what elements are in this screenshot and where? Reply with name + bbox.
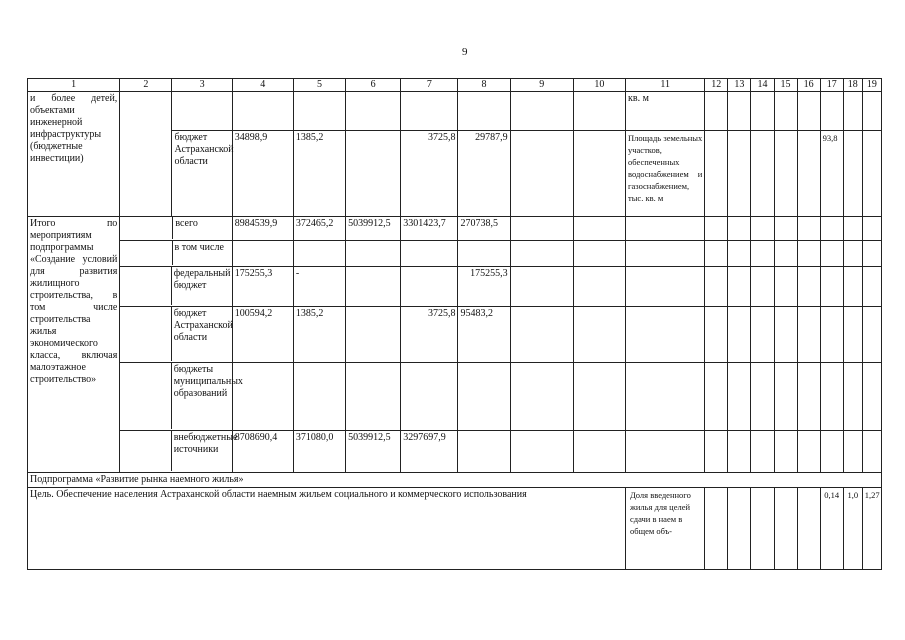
- col-number: 13: [728, 79, 751, 92]
- value-cell: 1385,2: [293, 307, 345, 363]
- indicator-cell: кв. м: [626, 92, 705, 131]
- col-number: 19: [862, 79, 881, 92]
- col-number: 15: [774, 79, 797, 92]
- funding-source-cell: в том числе: [174, 242, 224, 253]
- value-cell: 270738,5: [458, 217, 510, 241]
- value-cell: 8708690,4: [232, 431, 293, 473]
- value-cell: 100594,2: [232, 307, 293, 363]
- value-cell: 1,0: [843, 488, 862, 570]
- value-cell: 95483,2: [458, 307, 510, 363]
- subprogram-title: Подпрограмма «Развитие рынка наемного жилья»: [28, 473, 882, 488]
- table-row: [28, 241, 882, 267]
- indicator-cell: Доля введенного жилья для целей сдачи в наем в общем объ-: [626, 488, 705, 570]
- value-cell: -: [293, 267, 345, 307]
- total-label-cell: Итого по мероприятиям подпрограммы «Создание условий для развития жилищного строительства, в том числе строительства жилья экономического класса, включая малоэтажное строительство»: [28, 217, 120, 473]
- funding-source-cell: всего: [175, 218, 198, 229]
- col-number: 4: [232, 79, 293, 92]
- table-row: [28, 307, 882, 363]
- table-row: [28, 92, 882, 131]
- value-cell: 3301423,7: [401, 217, 458, 241]
- value-cell: 34898,9: [232, 131, 293, 217]
- value-cell: 3297697,9: [401, 431, 458, 473]
- col-number: 2: [120, 79, 172, 92]
- value-cell: 1385,2: [293, 131, 345, 217]
- value-cell: 93,8: [820, 131, 843, 217]
- col-number: 3: [172, 79, 232, 92]
- col-number: 7: [401, 79, 458, 92]
- col-number: 14: [751, 79, 774, 92]
- col-number: 8: [458, 79, 510, 92]
- table-row: [28, 488, 882, 570]
- col-number: 18: [843, 79, 862, 92]
- program-table: [27, 78, 882, 570]
- value-cell: 372465,2: [293, 217, 345, 241]
- col-number: 11: [626, 79, 705, 92]
- col-number: 16: [797, 79, 820, 92]
- funding-source-cell: бюджет Астраханской области: [173, 308, 233, 343]
- funding-source-cell: бюджеты муниципальных образований: [173, 364, 243, 399]
- page-number: 9: [462, 46, 468, 58]
- value-cell: 175255,3: [232, 267, 293, 307]
- col-number: 17: [820, 79, 843, 92]
- value-cell: 371080,0: [293, 431, 345, 473]
- col-number: 6: [346, 79, 401, 92]
- goal-cell: Цель. Обеспечение населения Астраханской области наемным жильем социального и коммерческого использования: [28, 488, 626, 570]
- table-row: [28, 473, 882, 488]
- value-cell: 29787,9: [458, 131, 510, 217]
- activity-cell: и более детей, объектами инженерной инфраструктуры (бюджетные инвестиции): [28, 92, 120, 217]
- column-number-row: [28, 79, 882, 92]
- value-cell: 8984539,9: [232, 217, 293, 241]
- col-number: 1: [28, 79, 120, 92]
- value-cell: 175255,3: [458, 267, 510, 307]
- value-cell: 3725,8: [401, 131, 458, 217]
- value-cell: 5039912,5: [346, 431, 401, 473]
- funding-source-cell: федеральный бюджет: [173, 268, 231, 291]
- table-row: [28, 217, 882, 241]
- value-cell: 3725,8: [401, 307, 458, 363]
- value-cell: 1,27: [862, 488, 881, 570]
- funding-source-cell: бюджет Астраханской области: [172, 131, 232, 217]
- col-number: 10: [573, 79, 625, 92]
- col-number: 9: [510, 79, 573, 92]
- table-row: [28, 431, 882, 473]
- indicator-cell: Площадь земельных участков, обеспеченных водоснабжением и газоснабжением, тыс. кв. м: [626, 131, 705, 217]
- value-cell: 5039912,5: [346, 217, 401, 241]
- table-row: [28, 267, 882, 307]
- col-number: 12: [705, 79, 728, 92]
- value-cell: 0,14: [820, 488, 843, 570]
- funding-source-cell: внебюджетные источники: [173, 432, 238, 455]
- col-number: 5: [293, 79, 345, 92]
- table-row: [28, 363, 882, 431]
